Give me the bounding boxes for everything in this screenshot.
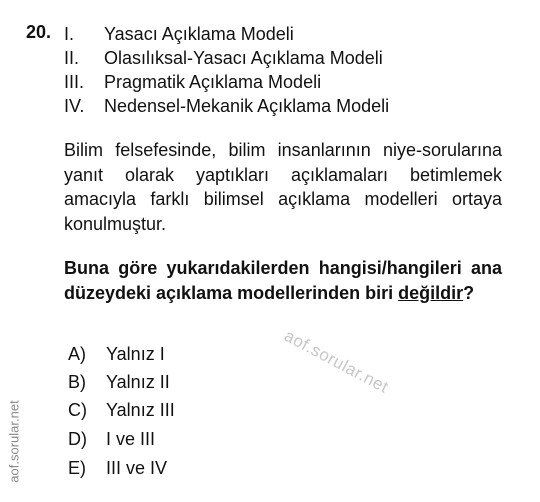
- prompt-end-text: ?: [463, 282, 475, 303]
- statement-3-text: Pragmatik Açıklama Modeli: [104, 72, 322, 92]
- statement-1-number: I.: [64, 24, 75, 44]
- statement-2: [64, 46, 383, 70]
- option-c[interactable]: [68, 398, 175, 422]
- statement-2-number: II.: [64, 48, 80, 68]
- prompt-main-text: Buna göre yukarıdakilerden hangisi/hangileri ana düzeydeki açıklama modellerinden biri: [64, 258, 502, 303]
- statement-1: [64, 22, 294, 46]
- option-c-letter: C): [68, 400, 87, 420]
- option-d-letter: D): [68, 429, 87, 449]
- statement-4: [64, 94, 389, 118]
- option-a-text: Yalnız I: [106, 344, 165, 364]
- watermark-center: aof.sorular.net: [281, 326, 392, 397]
- option-a-letter: A): [68, 344, 86, 364]
- question-prompt: [64, 256, 502, 305]
- option-d[interactable]: [68, 427, 155, 451]
- statement-4-text: Nedensel-Mekanik Açıklama Modeli: [104, 96, 390, 116]
- option-b-text: Yalnız II: [106, 372, 170, 392]
- option-d-text: I ve III: [106, 429, 156, 449]
- prompt-underlined-text: değildir: [398, 282, 464, 303]
- option-e-letter: E): [68, 458, 86, 478]
- statement-3-number: III.: [64, 72, 85, 92]
- watermark-side: aof.sorular.net: [6, 400, 22, 483]
- option-e-text: III ve IV: [106, 458, 168, 478]
- statement-1-text: Yasacı Açıklama Modeli: [104, 24, 294, 44]
- question-paragraph: Bilim felsefesinde, bilim insanlarının niye-sorularına yanıt olarak yaptıkları açıklamaları betimlemek amacıyla farklı bilimsel açıklama modelleri ortaya konulmuştur.: [64, 140, 502, 234]
- statement-2-text: Olasılıksal-Yasacı Açıklama Modeli: [104, 48, 383, 68]
- option-b-letter: B): [68, 372, 86, 392]
- statement-3: [64, 70, 321, 94]
- statement-4-number: IV.: [64, 96, 85, 116]
- option-a[interactable]: [68, 342, 165, 366]
- question-number: 20.: [26, 22, 52, 42]
- option-e[interactable]: [68, 456, 167, 480]
- option-b[interactable]: [68, 370, 170, 394]
- option-c-text: Yalnız III: [106, 400, 175, 420]
